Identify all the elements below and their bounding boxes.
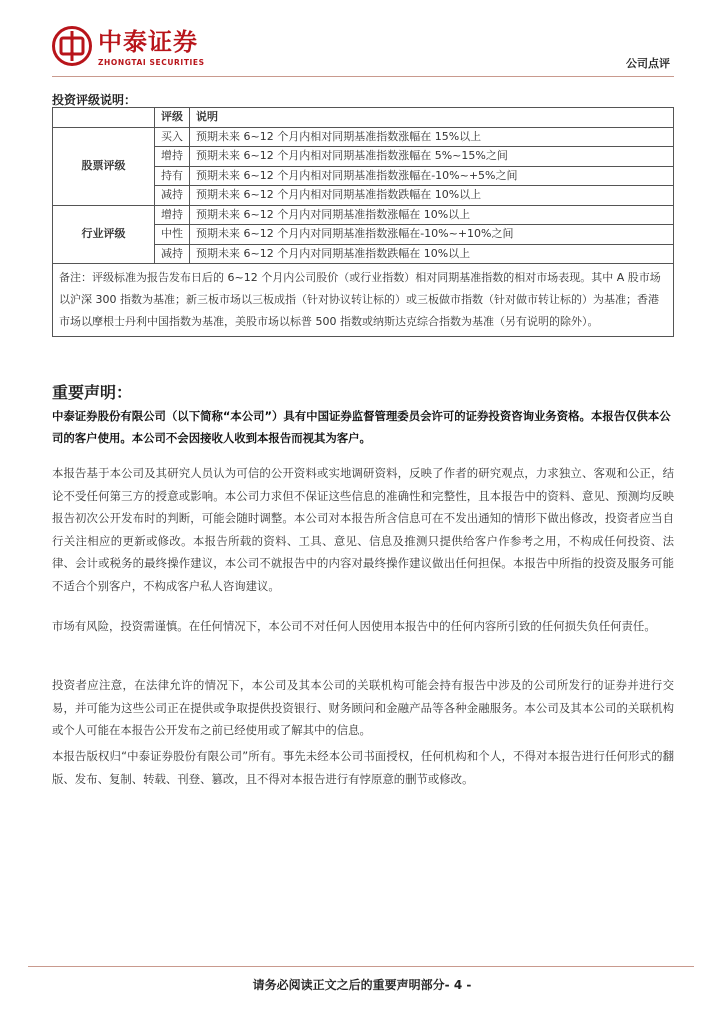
rating-desc: 预期未来 6~12 个月内相对同期基准指数涨幅在 5%~15%之间	[190, 147, 674, 167]
rating-level: 中性	[155, 225, 190, 245]
header-divider	[52, 76, 674, 77]
rating-level: 减持	[155, 186, 190, 206]
page-header	[0, 0, 724, 82]
brand-name-cn: 中泰证券	[98, 28, 198, 56]
table-header-row	[53, 108, 674, 128]
column-header-desc: 说明	[190, 108, 674, 128]
rating-desc: 预期未来 6~12 个月内相对同期基准指数涨幅在 15%以上	[190, 127, 674, 147]
rating-level: 买入	[155, 127, 190, 147]
company-logo	[52, 26, 242, 70]
rating-note: 备注：评级标准为报告发布日后的 6~12 个月内公司股价（或行业指数）相对同期基准指数的相对市场表现。其中 A 股市场以沪深 300 指数为基准；新三板市场以三板成指（针对协议转让标的）或三板做市指数（针对做市转让标的）为基准；香港市场以摩根士丹利中国指数为基准，美股市场以标普 500 指数或纳斯达克综合指数为基准（另有说明的除外）。	[53, 264, 674, 337]
rating-level: 增持	[155, 147, 190, 167]
disclaimer-paragraph: 本报告基于本公司及其研究人员认为可信的公开资料或实地调研资料，反映了作者的研究观点，力求独立、客观和公正，结论不受任何第三方的授意或影响。本公司力求但不保证这些信息的准确性和完整性，且本报告中的资料、意见、预测均反映报告初次公开发布时的判断，可能会随时调整。本公司对本报告所含信息可在不发出通知的情形下做出修改，投资者应当自行关注相应的更新或修改。本报告所载的资料、工具、意见、信息及推测只提供给客户作参考之用，不构成任何投资、法律、会计或税务的最终操作建议，本公司不就报告中的内容对最终操作建议做出任何担保。本报告中所指的投资及服务可能不适合个别客户，不构成客户私人咨询建议。	[52, 466, 674, 593]
rating-table	[52, 107, 674, 337]
disclaimer-paragraph: 本报告版权归“中泰证券股份有限公司”所有。事先未经本公司书面授权，任何机构和个人，不得对本报告进行任何形式的翻版、发布、复制、转载、刊登、篡改，且不得对本报告进行有悖原意的删节或修改。	[52, 749, 674, 786]
table-note-row	[53, 264, 674, 337]
rating-level: 减持	[155, 244, 190, 264]
rating-level: 增持	[155, 205, 190, 225]
document-type: 公司点评	[626, 57, 670, 70]
rating-desc: 预期未来 6~12 个月内对同期基准指数涨幅在 10%以上	[190, 205, 674, 225]
disclaimer-paragraph: 市场有风险，投资需谨慎。在任何情况下，本公司不对任何人因使用本报告中的任何内容所引致的任何损失负任何责任。	[52, 619, 656, 633]
table-row	[53, 127, 674, 147]
table-row	[53, 205, 674, 225]
footer-divider	[28, 966, 694, 967]
table-header-blank	[53, 108, 155, 128]
zhongtai-logo-icon	[52, 26, 92, 66]
rating-desc: 预期未来 6~12 个月内对同期基准指数涨幅在-10%~+10%之间	[190, 225, 674, 245]
rating-desc: 预期未来 6~12 个月内相对同期基准指数涨幅在-10%~+5%之间	[190, 166, 674, 186]
rating-desc: 预期未来 6~12 个月内相对同期基准指数跌幅在 10%以上	[190, 186, 674, 206]
rating-level: 持有	[155, 166, 190, 186]
footer-text: 请务必阅读正文之后的重要声明部分- 4 -	[252, 978, 472, 992]
column-header-level: 评级	[155, 108, 190, 128]
industry-rating-label: 行业评级	[53, 205, 155, 264]
stock-rating-label: 股票评级	[53, 127, 155, 205]
brand-name-en: ZHONGTAI SECURITIES	[98, 58, 205, 67]
disclaimer-paragraph: 投资者应注意，在法律允许的情况下，本公司及其本公司的关联机构可能会持有报告中涉及的公司所发行的证券并进行交易，并可能为这些公司正在提供或争取提供投资银行、财务顾问和金融产品等各种金融服务。本公司及其本公司的关联机构或个人可能在本报告公开发布之前已经使用或了解其中的信息。	[52, 678, 674, 737]
disclaimer-title: 重要声明：	[52, 383, 133, 402]
disclaimer-bold-paragraph: 中泰证券股份有限公司（以下简称“本公司”）具有中国证券监督管理委员会许可的证券投资咨询业务资格。本报告仅供本公司的客户使用。本公司不会因接收人收到本报告而视其为客户。	[52, 409, 671, 445]
rating-desc: 预期未来 6~12 个月内对同期基准指数跌幅在 10%以上	[190, 244, 674, 264]
rating-section-title: 投资评级说明：	[52, 93, 137, 107]
